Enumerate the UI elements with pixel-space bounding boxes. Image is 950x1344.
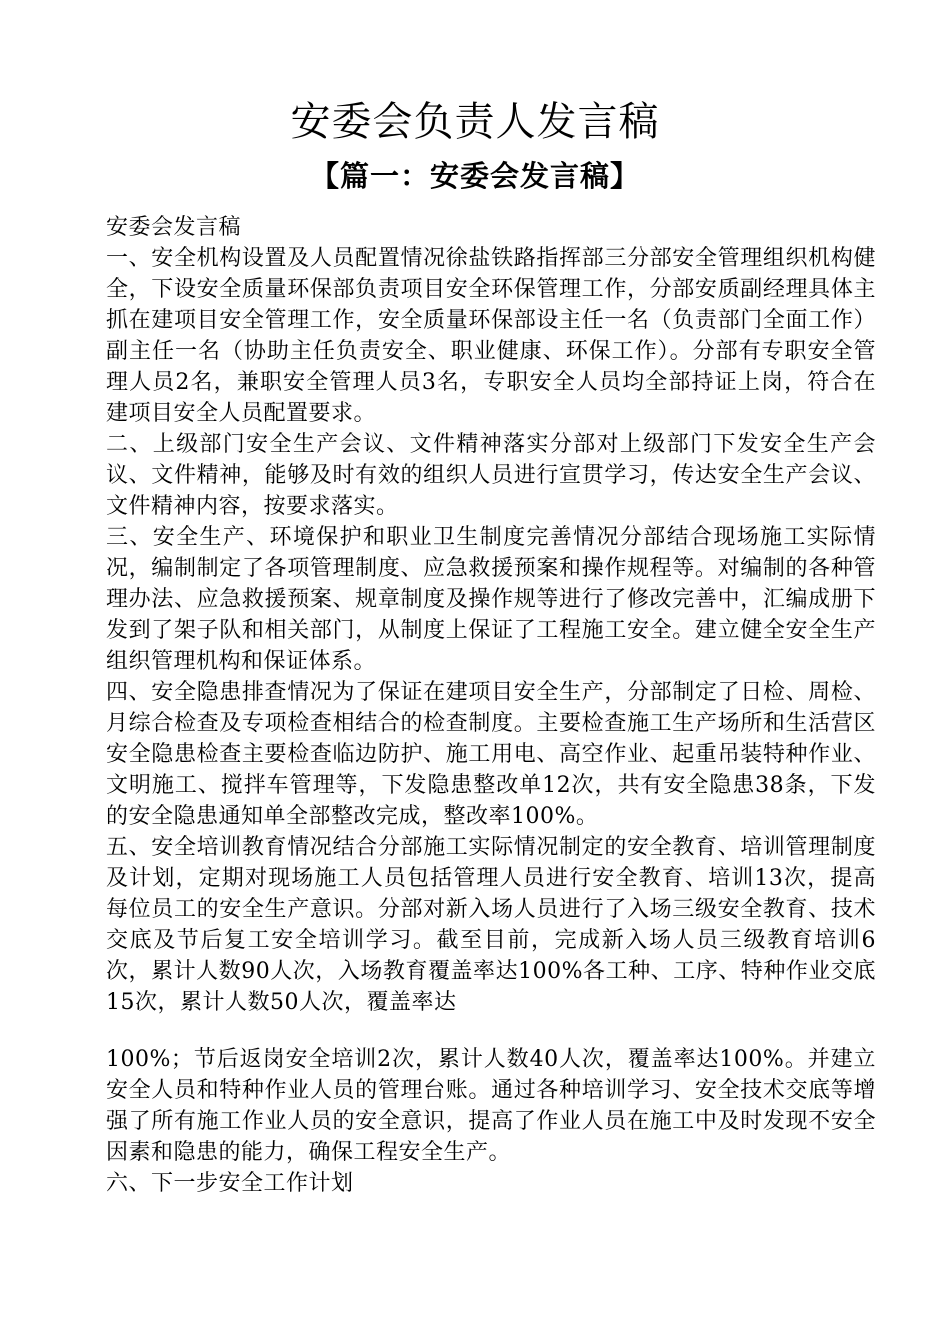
paragraph-section-2: 二、上级部门安全生产会议、文件精神落实分部对上级部门下发安全生产会议、文件精神，能够及时有效的组织人员进行宣贯学习，传达安全生产会议、文件精神内容，按要求落实。 bbox=[106, 432, 876, 519]
paragraph-gap bbox=[106, 1018, 876, 1044]
paragraph-section-5: 五、安全培训教育情况结合分部施工实际情况制定的安全教育、培训管理制度及计划，定期对现场施工人员包括管理人员进行安全教育、培训13次，提高每位员工的安全生产意识。分部对新入场人员进行了入场三级安全教育、技术交底及节后复工安全培训学习。截至目前，完成新入场人员三级教育培训6次，累计人数90人次，入场教育覆盖率达100%各工种、工序、特种作业交底15次，累计人数50人次，覆盖率达 bbox=[106, 835, 876, 1015]
paragraph-section-5-continued: 100%；节后返岗安全培训2次，累计人数40人次，覆盖率达100%。并建立安全人员和特种作业人员的管理台账。通过各种培训学习、安全技术交底等增强了所有施工作业人员的安全意识，提高了作业人员在施工中及时发现不安全因素和隐患的能力，确保工程安全生产。 bbox=[106, 1047, 876, 1165]
paragraph-section-1: 一、安全机构设置及人员配置情况徐盐铁路指挥部三分部安全管理组织机构健全，下设安全质量环保部负责项目安全环保管理工作，分部安质副经理具体主抓在建项目安全管理工作，安全质量环保部设主任一名（负责部门全面工作）副主任一名（协助主任负责安全、职业健康、环保工作）。分部有专职安全管理人员2名，兼职安全管理人员3名，专职安全人员均全部持证上岗，符合在建项目安全人员配置要求。 bbox=[106, 246, 876, 426]
document-body bbox=[106, 212, 876, 1199]
paragraph-section-3: 三、安全生产、环境保护和职业卫生制度完善情况分部结合现场施工实际情况，编制制定了各项管理制度、应急救援预案和操作规程等。对编制的各种管理办法、应急救援预案、规章制度及操作规等进行了修改完善中，汇编成册下发到了架子队和相关部门，从制度上保证了工程施工安全。建立健全安全生产组织管理机构和保证体系。 bbox=[106, 525, 876, 674]
document-title: 安委会负责人发言稿 bbox=[290, 99, 660, 145]
paragraph-section-6: 六、下一步安全工作计划 bbox=[106, 1171, 354, 1196]
document-subtitle: 【篇一：安委会发言稿】 bbox=[309, 159, 640, 193]
paragraph-heading: 安委会发言稿 bbox=[106, 215, 242, 240]
paragraph-section-4: 四、安全隐患排查情况为了保证在建项目安全生产，分部制定了日检、周检、月综合检查及专项检查相结合的检查制度。主要检查施工生产场所和生活营区安全隐患检查主要检查临边防护、施工用电、高空作业、起重吊装特种作业、文明施工、搅拌车管理等，下发隐患整改单12次，共有安全隐患38条，下发的安全隐患通知单全部整改完成，整改率100%。 bbox=[106, 680, 876, 829]
